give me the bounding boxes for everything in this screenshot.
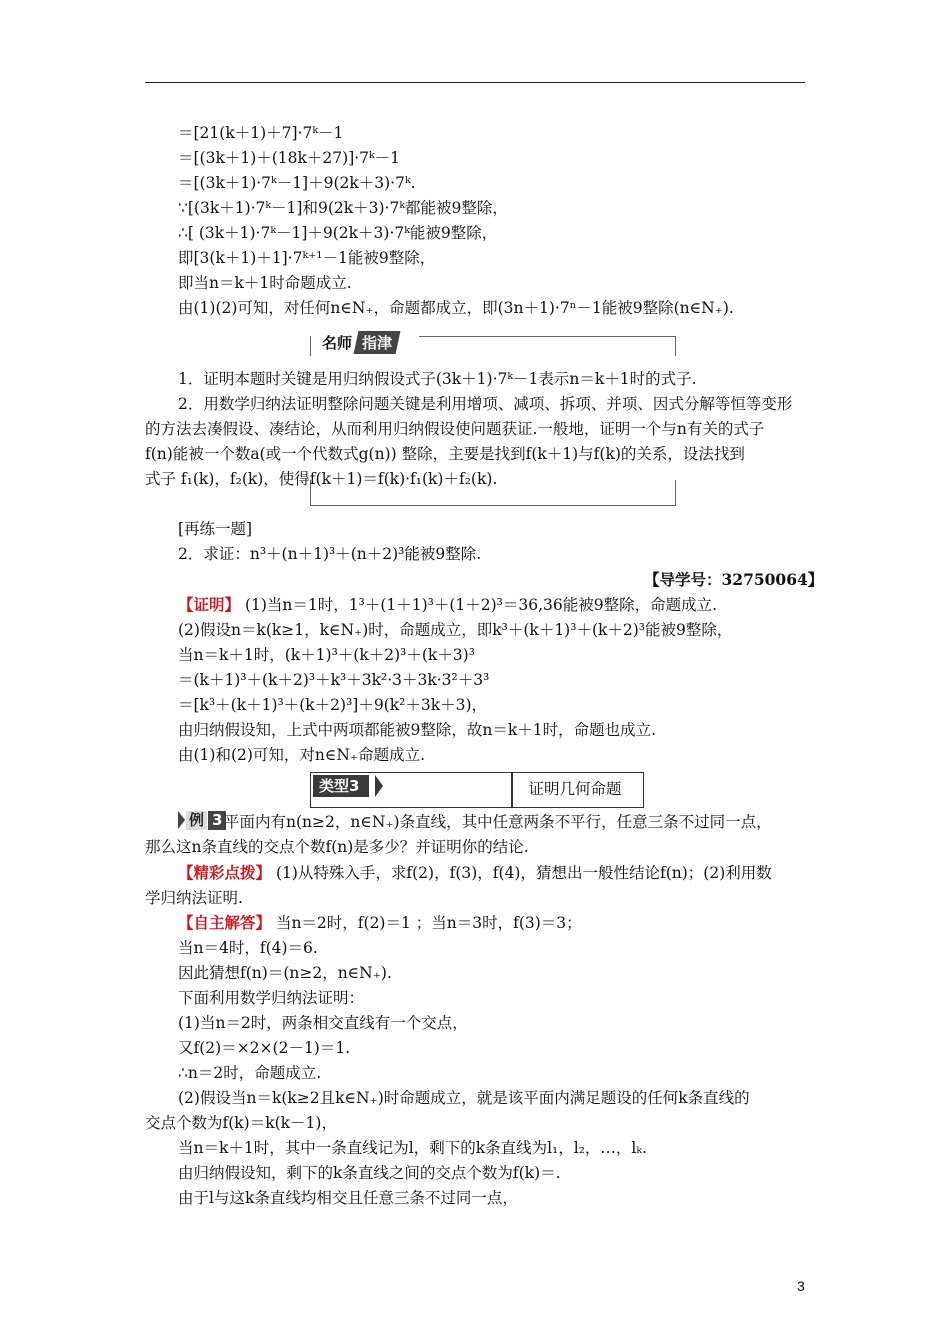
header-rule [145,82,805,83]
answer-line: (2)假设当n＝k(k≥2且k∈N₊)时命题成立，就是该平面内满足题设的任何k条直线的 [178,1089,750,1107]
tips-box-bottom-rule [311,505,675,506]
hint-text: (1)从特殊入手，求f(2)，f(3)，f(4)，猜想出一般性结论f(n)；(2)利用数 [271,864,772,882]
answer-text: 当n＝2时，f(2)＝1 ；当n＝3时，f(3)＝3； [271,914,582,932]
section-type-box [310,772,644,808]
answer-line [178,913,582,933]
answer-label: 【自主解答】 [178,913,272,932]
tips-box-top-rule [419,336,675,337]
tips-title [318,330,398,354]
page-number: 3 [797,1278,805,1294]
text-line: 即[3(k＋1)＋1]·7ᵏ⁺¹－1能被9整除， [178,249,436,267]
proof-line: 由(1)和(2)可知，对n∈N₊命题成立. [178,746,426,764]
tips-paragraph-2: 2．用数学归纳法证明整除问题关键是利用增项、减项、拆项、并项、因式分解等恒等变形 [178,395,793,413]
example-tag-number: 3 [208,811,226,830]
play-triangle-icon [178,811,185,829]
answer-line: 因此猜想f(n)＝(n≥2，n∈N₊). [178,964,392,982]
section-type-label: 类型3 [313,775,369,797]
example-tag [178,810,226,830]
example-question: 那么这n条直线的交点个数f(n)是多少？并证明你的结论. [145,838,529,856]
answer-line: (1)当n＝2时，两条相交直线有一个交点， [178,1014,468,1032]
tips-paragraph-2: f(n)能被一个数a(或一个代数式g(n)) 整除，主要是找到f(k＋1)与f(k)的关系，设法找到 [145,445,745,463]
text-line: 即当n＝k＋1时命题成立. [178,274,352,292]
answer-line: ∴n＝2时，命题成立. [178,1064,322,1082]
answer-line: 下面利用数学归纳法证明： [178,989,365,1007]
answer-line: 由于l与这k条直线均相交且任意三条不过同一点， [178,1189,518,1207]
text-line: ＝[(3k＋1)·7ᵏ－1]＋9(2k＋3)·7ᵏ. [178,174,416,192]
answer-line: 交点个数为f(k)＝k(k－1)， [145,1114,337,1132]
tips-title-a: 名师 [322,333,353,352]
hint-line [178,863,772,883]
section-type-name: 证明几何命题 [528,780,622,798]
answer-line: 当n＝4时，f(4)＝6. [178,939,318,957]
section-type-tag [311,773,511,807]
proof-line: (2)假设n＝k(k≥1，k∈N₊)时，命题成立，即k³＋(k＋1)³＋(k＋2)³能被9整除， [178,621,733,639]
practice-question: 2．求证：n³＋(n＋1)³＋(n＋2)³能被9整除. [178,545,482,563]
answer-line: 由归纳假设知，剩下的k条直线之间的交点个数为f(k)＝. [178,1164,561,1182]
text-line: ＝[21(k＋1)＋7]·7ᵏ－1 [178,124,344,142]
tips-paragraph-2: 式子 f₁(k)，f₂(k)，使得f(k＋1)＝f(k)·f₁(k)＋f₂(k). [145,470,498,488]
arrow-right-icon [375,775,383,797]
example-question: 平面内有n(n≥2，n∈N₊)条直线，其中任意两条不平行，任意三条不过同一点， [224,813,772,831]
hint-line: 学归纳法证明. [145,889,243,907]
proof-label: 【证明】 [178,595,241,614]
text-line: ∴[ (3k＋1)·7ᵏ－1]＋9(2k＋3)·7ᵏ能被9整除， [178,224,498,242]
tips-paragraph-1: 1．证明本题时关键是用归纳假设式子(3k＋1)·7ᵏ－1表示n＝k＋1时的式子. [178,370,697,388]
proof-line: ＝[k³＋(k＋1)³＋(k＋2)³]＋9(k²＋3k＋3)， [178,696,488,714]
proof-line: 由归纳假设知，上式中两项都能被9整除，故n＝k＋1时，命题也成立. [178,721,657,739]
hint-label: 【精彩点拨】 [178,863,272,882]
example-tag-text: 例 [186,811,207,830]
proof-text: (1)当n＝1时，1³＋(1＋1)³＋(1＋2)³＝36,36能被9整除，命题成立. [240,596,718,614]
text-line: ＝[(3k＋1)＋(18k＋27)]·7ᵏ－1 [178,149,401,167]
answer-line: 当n＝k＋1时，其中一条直线记为l，剩下的k条直线为l₁，l₂，…，lₖ. [178,1139,647,1157]
tips-title-b: 指津 [362,333,393,352]
proof-line: ＝(k＋1)³＋(k＋2)³＋k³＋3k²·3＋3k·3²＋3³ [178,671,490,689]
text-line: ∵[(3k＋1)·7ᵏ－1]和9(2k＋3)·7ᵏ都能被9整除， [178,199,508,217]
tips-paragraph-2: 的方法去凑假设、凑结论，从而利用归纳假设使问题获证.一般地，证明一个与n有关的式子 [145,420,765,438]
text-line: 由(1)(2)可知，对任何n∈N₊，命题都成立，即(3n＋1)·7ⁿ－1能被9整除(n∈N₊). [178,299,734,317]
proof-line: 当n＝k＋1时，(k＋1)³＋(k＋2)³＋(k＋3)³ [178,646,475,664]
proof-line [178,595,717,615]
answer-line: 又f(2)＝×2×(2－1)＝1. [178,1039,351,1057]
practice-header: [再练一题] [178,520,253,538]
guide-number: 【导学号：32750064】 [644,570,824,589]
tips-title-b-badge [354,331,401,354]
